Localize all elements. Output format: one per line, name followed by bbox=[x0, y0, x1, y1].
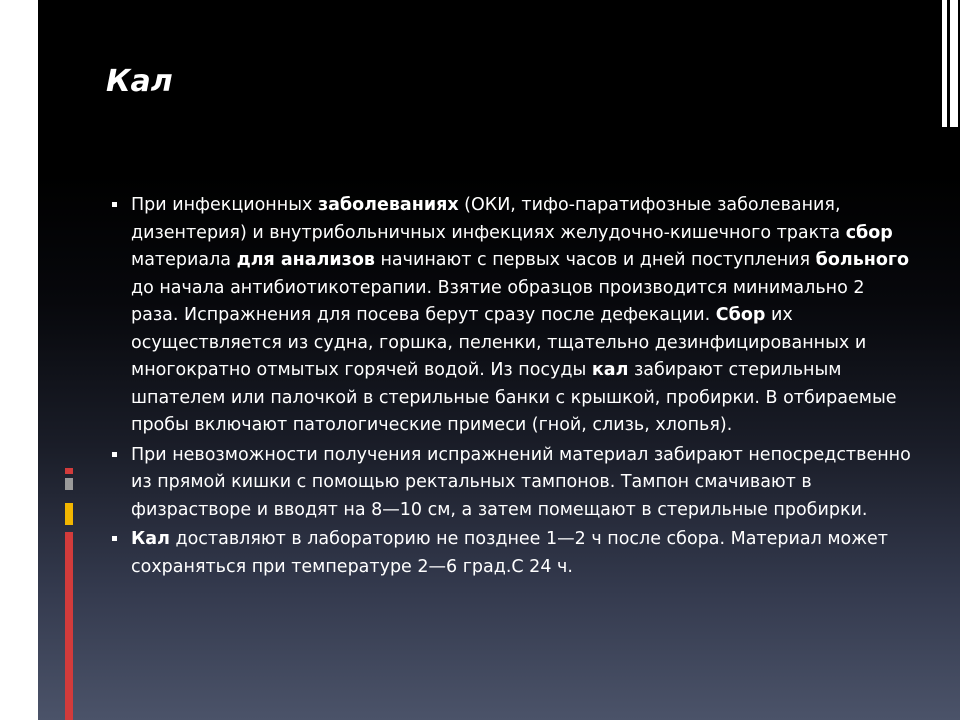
bold-text: Кал bbox=[131, 529, 170, 549]
text-run: материала bbox=[131, 250, 237, 270]
decorative-bar bbox=[950, 0, 958, 127]
bold-text: кал bbox=[591, 360, 629, 380]
left-white-margin bbox=[0, 0, 38, 720]
bullet-paragraph bbox=[112, 526, 912, 581]
bullet-square-icon bbox=[112, 452, 117, 457]
text-run: до начала антибиотикотерапии. Взятие образцов производится минимально 2 раза. Испражнения для посева берут сразу после дефекации. bbox=[131, 277, 865, 325]
text-run: При инфекционных bbox=[131, 195, 318, 215]
text-run: доставляют в лабораторию не позднее 1—2 ч после сбора. Материал может сохраняться при температуре 2—6 град.С 24 ч. bbox=[131, 529, 888, 577]
text-run: (ОКИ, тифо-паратифозные заболевания, дизентерия) и внутрибольничных инфекциях желудочно-кишечного тракта bbox=[131, 195, 846, 243]
text-run: начинают с первых часов и дней поступления bbox=[374, 250, 816, 270]
bold-text: сбор bbox=[845, 222, 893, 243]
decorative-bar bbox=[942, 0, 947, 127]
bullet-square-icon bbox=[112, 536, 117, 541]
decorative-bar bbox=[65, 503, 73, 525]
bold-text: больного bbox=[815, 250, 910, 270]
text-run: При невозможности получения испражнений материал забирают непосредственно из прямой кишки с помощью ректальных тампонов. Тампон смачивают в физрастворе и вводят на 8—10 см, а затем помещают в стерильные пробирки. bbox=[131, 444, 911, 520]
decorative-bar bbox=[65, 468, 73, 474]
bold-text: Сбор bbox=[715, 305, 766, 325]
bullet-paragraph bbox=[112, 192, 912, 440]
bold-text: для анализов bbox=[236, 250, 375, 270]
text-run: забирают стерильным шпателем или палочкой в стерильные банки с крышкой, пробирки. В отбираемые пробы включают патологические примеси (гной, слизь, хлопья). bbox=[131, 360, 897, 435]
decorative-bar bbox=[65, 478, 73, 490]
bullet-paragraph bbox=[112, 442, 912, 525]
slide-title: Кал bbox=[106, 64, 173, 99]
bullet-list bbox=[112, 192, 912, 583]
decorative-bar bbox=[65, 532, 73, 720]
text-run: их осуществляется из судна, горшка, пеленки, тщательно дезинфицированных и многократно отмытых горячей водой. Из посуды bbox=[131, 305, 867, 380]
bullet-square-icon bbox=[112, 202, 117, 207]
bold-text: заболеваниях bbox=[317, 195, 459, 215]
